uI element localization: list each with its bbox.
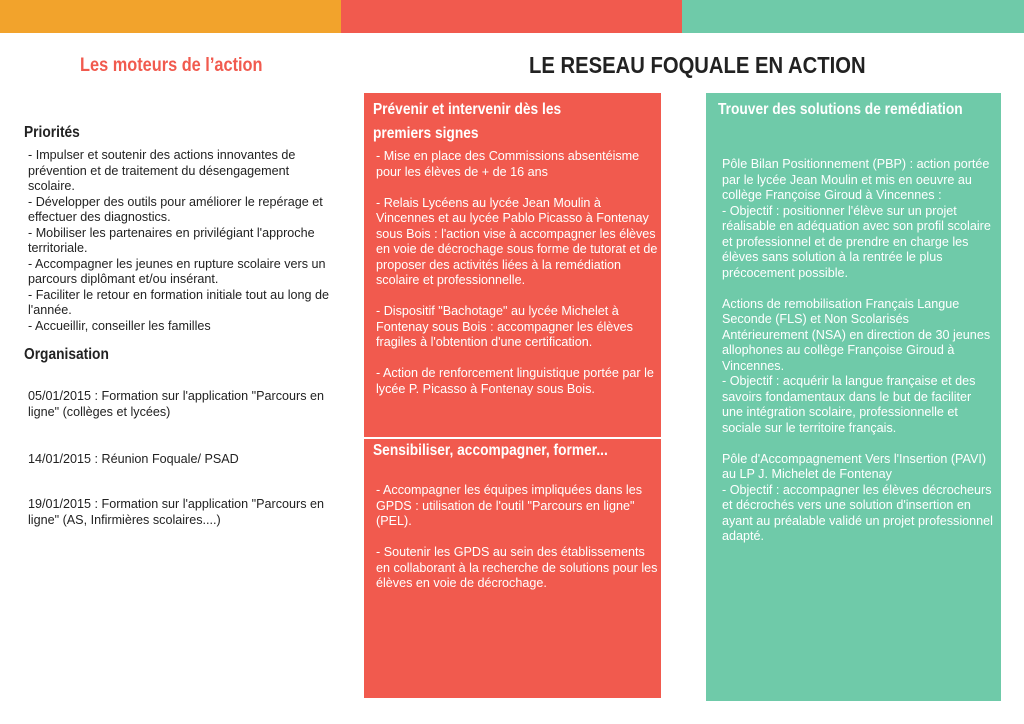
header-band-red [341,0,682,33]
header-band-teal [682,0,1024,33]
panel-sensibiliser [364,439,661,698]
list-item: - Développer des outils pour améliorer le repérage et effectuer des diagnostics. [28,194,323,224]
panel-prevenir-title: Prévenir et intervenir dès les premiers signes [373,101,562,142]
panel-sensibiliser-text: - Accompagner les équipes impliquées dans les GPDS : utilisation de l'outil "Parcours en ligne" (PEL). - Soutenir les GPDS au sein des établissements en collaborant à la recherche de solutions pour les élèves en voie de décrochage. [376,483,658,590]
header-band-orange [0,0,341,33]
organisation-event: 19/01/2015 : Formation sur l'application "Parcours en ligne" (AS, Infirmières scolaires....) [28,497,324,527]
organisation-event: 05/01/2015 : Formation sur l'application "Parcours en ligne" (collèges et lycées) [28,389,324,419]
panel-remediation-text: Pôle Bilan Positionnement (PBP) : action portée par le lycée Jean Moulin et mis en oeuvre au collège Françoise Giroud à Vincennes : - Objectif : positionner l'élève sur un projet réalisable en adéquation avec son profil scolaire et professionnel et de prendre en charge les élèves sans solution à la rentrée le plus précocement possible. Actions de remobilisation Français Langue Seconde (FLS) et Non Scolarisés Antérieurement (NSA) en direction de 30 jeunes allophones au collège Françoise Giroud à Vincennes. - Objectif : acquérir la langue française et des savoirs fondamentaux dans le but de faciliter une intégration scolaire, professionnelle et sociale sur le territoire français. Pôle d'Accompagnement Vers l'Insertion (PAVI) au LP J. Michelet de Fontenay - Objectif : accompagner les élèves décrocheurs et décrochés vers une solution d'insertion en ayant au préalable validé un projet professionnel adapté. [722,157,993,543]
list-item: - Mobiliser les partenaires en privilégiant l'approche territoriale. [28,225,315,255]
organisation-heading: Organisation [24,346,109,363]
list-item: - Accueillir, conseiller les familles [28,318,211,333]
panel-remediation-title: Trouver des solutions de remédiation [718,101,963,118]
page-title: LE RESEAU FOQUALE EN ACTION [529,52,866,78]
panel-prevenir-text: - Mise en place des Commissions absentéisme pour les élèves de + de 16 ans - Relais Lycéens au lycée Jean Moulin à Vincennes et au lycée Pablo Picasso à Fontenay sous Bois : l'action vise à accompagner les élèves en voie de décrochage sous forme de tutorat et de proposer des activités liées à la remédiation scolaire et professionnelle. - Dispositif "Bachotage" au lycée Michelet à Fontenay sous Bois : accompagner les élèves fragiles à l'obtention d'une certification. - Action de renforcement linguistique portée par le lycée P. Picasso à Fontenay sous Bois. [376,149,658,396]
panel-remediation [706,93,1001,701]
panel-sensibiliser-title: Sensibiliser, accompagner, former... [373,442,608,459]
panel-prevenir [364,93,661,437]
list-item: - Accompagner les jeunes en rupture scolaire vers un parcours diplômant et/ou insérant. [28,256,326,286]
list-item: - Impulser et soutenir des actions innovantes de prévention et de traitement du désengagement scolaire. [28,148,296,193]
organisation-event: 14/01/2015 : Réunion Foquale/ PSAD [28,452,239,466]
list-item: - Faciliter le retour en formation initiale tout au long de l'année. [28,287,330,317]
priorites-heading: Priorités [24,124,80,141]
left-column-title: Les moteurs de l’action [80,55,263,76]
priorites-list [28,148,338,334]
